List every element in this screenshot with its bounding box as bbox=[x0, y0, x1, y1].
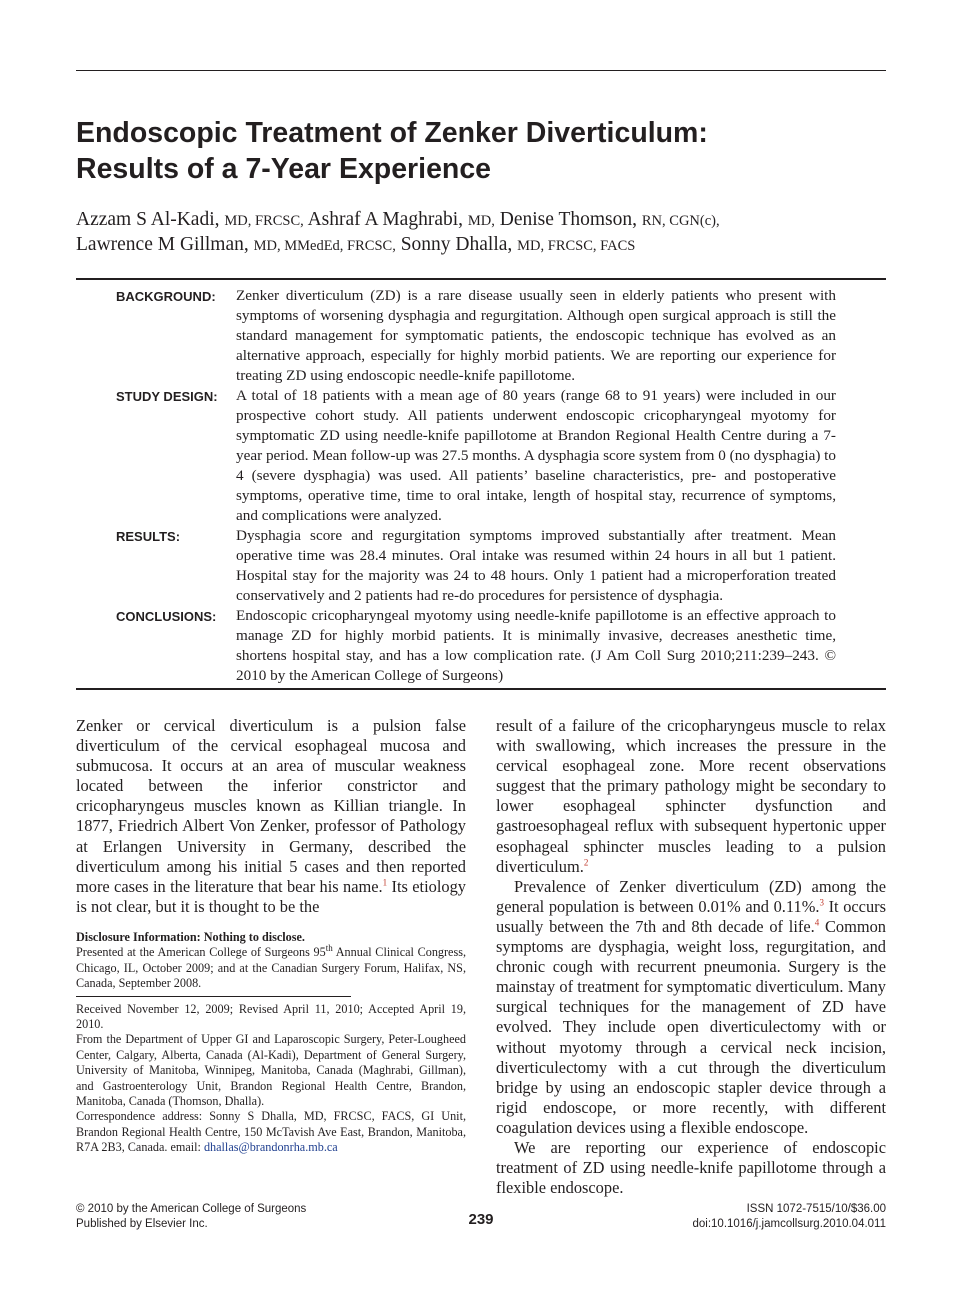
author-credentials: RN, CGN(c), bbox=[641, 213, 720, 229]
abstract-label-study-design: STUDY DESIGN: bbox=[116, 389, 218, 404]
footer-issn: ISSN 1072-7515/10/$36.00 bbox=[746, 1203, 886, 1215]
top-rule bbox=[76, 70, 886, 71]
abstract-text-conclusions: Endoscopic cricopharyngeal myotomy using needle-knife papillotome is an effective approach to manage ZD for highly morbid patients. It is minimally invasive, decreases anesthetic time, shortens hospital stay, and has a low complication rate. (J Am Coll Surg 2010;211:239–243. © 2010 by the American College of Surgeons) bbox=[236, 607, 836, 684]
author-name: Denise Thomson, bbox=[499, 209, 637, 230]
body-text: Zenker or cervical diverticulum is a pulsion false diverticulum of the cervical esophageal mucosa and submucosa. It occurs at an area of muscular weakness located between the inferior constrictor and cricopharyngeus muscles known as Killian triangle. In 1877, Friedrich Albert Von Zenker, professor of Pathology at Erlangen University in Germany, described the diverticulum among his initial 5 cases and then reported more cases in the literature that bear his name. bbox=[76, 716, 466, 896]
article-title bbox=[76, 115, 886, 187]
correspondence-note bbox=[76, 1109, 466, 1155]
author-credentials: MD, FRCSC, FACS bbox=[517, 238, 636, 254]
body-text: Prevalence of Zenker diverticulum (ZD) among the general population is between 0.01% and 0.11%. bbox=[496, 876, 886, 916]
body-text: result of a failure of the cricopharyngeus muscle to relax with swallowing, which increases the pressure in the cervical esophageal zone. More recent observations suggest that the primary pathology might be secondary to lower esophageal sphincter dysfunction and gastroesophageal reflux with subsequent hypertonic upper esophageal sphincter muscles leading to a pulsion diverticulum. bbox=[496, 716, 886, 876]
author-credentials: MD, MMedEd, FRCSC, bbox=[253, 238, 396, 254]
abstract-label-conclusions: CONCLUSIONS: bbox=[116, 609, 217, 624]
author-name: Azzam S Al-Kadi, bbox=[76, 209, 220, 230]
received-dates: Received November 12, 2009; Revised April 11, 2010; Accepted April 19, 2010. bbox=[76, 1001, 466, 1032]
presentation-text: Presented at the American College of Surgeons 95 bbox=[76, 945, 326, 960]
author-line-1 bbox=[76, 208, 886, 233]
abstract-text-study-design: A total of 18 patients with a mean age of 80 years (range 68 to 91 years) were included in our prospective cohort study. All patients underwent endoscopic cricopharyngeal myotomy for symptomatic ZD using needle-knife papillotome at Brandon Regional Health Centre during a 7-year period. Mean follow-up was 27.5 months. A dysphagia score system from 0 (no dysphagia) to 4 (severe dysphagia) was used. All patients’ baseline characteristics, pre- and postoperative symptoms, operative time, time to oral intake, length of hospital stay, recurrence of symptoms, and complications were analyzed. bbox=[236, 387, 836, 524]
author-credentials: MD, bbox=[467, 213, 495, 229]
abstract-text-results: Dysphagia score and regurgitation symptoms improved substantially after treatment. Mean operative time was 28.4 minutes. Oral intake was resumed within 24 hours in all but 1 patient. Hospital stay for the majority was 24 to 48 hours. Only 1 patient had a microperforation treated conservatively and 2 patients had re-do procedures for persistence of dysphagia. bbox=[236, 527, 836, 604]
author-line-2 bbox=[76, 233, 886, 258]
abstract-label-results: RESULTS: bbox=[116, 529, 181, 544]
title-line-1: Endoscopic Treatment of Zenker Diverticulum: bbox=[76, 117, 708, 149]
presentation-note bbox=[76, 945, 466, 991]
body-text: Its etiology is not clear, but it is thought to be the bbox=[76, 876, 467, 916]
ordinal-suffix: th bbox=[325, 943, 333, 954]
body-paragraph bbox=[496, 716, 886, 877]
body-text: Common symptoms are dysphagia, weight loss, regurgitation, and chronic cough with recurrent pneumonia. Surgery is the mainstay of treatment for symptomatic diverticulum. Many surgical techniques for the management of ZD have evolved. They include open diverticulectomy with or without myotomy through a cervical neck incision, diverticulectomy with a cut through the diverticulum bridge by using an endoscopic stapler device through a rigid endoscope, or more recently, with different coagulation devices using a flexible endoscope. bbox=[496, 916, 886, 1137]
title-line-2: Results of a 7-Year Experience bbox=[76, 153, 492, 185]
body-column-left bbox=[76, 716, 466, 917]
reference-link[interactable]: 1 bbox=[382, 877, 388, 888]
footer-right bbox=[692, 1202, 886, 1232]
body-text: It occurs usually between the 7th and 8th decade of life. bbox=[496, 896, 886, 936]
abstract-text-background: Zenker diverticulum (ZD) is a rare disease usually seen in elderly patients who present with symptoms of worsening dysphagia and regurgitation. Although open surgical approach is still the standard management for symptomatic patients, the endoscopic technique has evolved as an alternative approach, especially for highly morbid patients. We are reporting our experience for treating ZD using endoscopic needle-knife papillotome. bbox=[236, 287, 836, 384]
page-footer bbox=[76, 1202, 886, 1242]
author-list bbox=[76, 208, 886, 258]
abstract-label-background: BACKGROUND: bbox=[116, 289, 216, 304]
affiliation-note: From the Department of Upper GI and Laparoscopic Surgery, Peter-Lougheed Center, Calgary, Alberta, Canada (Al-Kadi), Department of General Surgery, University of Manitoba, Winnipeg, Manitoba, Canada (Maghrabi, Gillman), and Gastroenterology Unit, Brandon Regional Health Centre, Brandon, Manitoba, Canada (Thomson, Dhalla). bbox=[76, 1032, 466, 1109]
notes-divider bbox=[76, 996, 351, 997]
reference-link[interactable]: 2 bbox=[583, 857, 589, 868]
disclosure-note: Disclosure Information: Nothing to disclose. bbox=[76, 930, 305, 944]
body-paragraph bbox=[496, 877, 886, 1138]
abstract-box bbox=[76, 278, 886, 690]
article-notes bbox=[76, 930, 466, 1156]
reference-link[interactable]: 4 bbox=[814, 917, 820, 928]
presentation-text: Annual Clinical Congress, Chicago, IL, October 2009; and at the Canadian Surgery Forum, Halifax, NS, Canada, September 2008. bbox=[76, 945, 467, 991]
author-credentials: MD, FRCSC, bbox=[224, 213, 304, 229]
author-name: Lawrence M Gillman, bbox=[76, 234, 249, 255]
reference-link[interactable]: 3 bbox=[819, 897, 824, 908]
body-paragraph bbox=[76, 716, 466, 917]
footer-doi[interactable]: doi:10.1016/j.jamcollsurg.2010.04.011 bbox=[692, 1218, 886, 1230]
body-paragraph: We are reporting our experience of endoscopic treatment of ZD using needle-knife papillotome through a flexible endoscope. bbox=[496, 1137, 886, 1198]
author-name: Sonny Dhalla, bbox=[400, 234, 513, 255]
author-name: Ashraf A Maghrabi, bbox=[307, 209, 464, 230]
page-number: 239 bbox=[468, 1211, 494, 1228]
correspondence-text: Correspondence address: Sonny S Dhalla, MD, FRCSC, FACS, GI Unit, Brandon Regional Health Centre, 150 McTavish Ave East, Brandon, Manitoba, R7A 2B3, Canada. email: bbox=[76, 1109, 466, 1155]
body-column-right bbox=[496, 716, 886, 1198]
footer-publisher: Published by Elsevier Inc. bbox=[76, 1218, 208, 1230]
footer-copyright: © 2010 by the American College of Surgeons bbox=[76, 1203, 307, 1215]
email-link[interactable]: dhallas@brandonrha.mb.ca bbox=[203, 1140, 338, 1155]
